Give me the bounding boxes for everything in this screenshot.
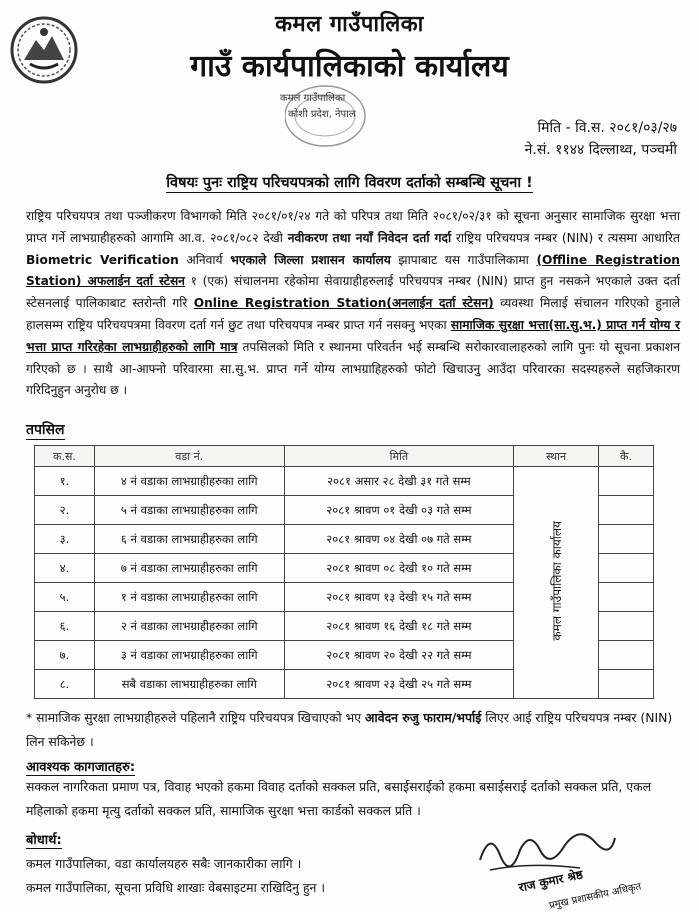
cc-line: कमल गाउँपालिका, सूचना प्रविधि शाखाः वेबसाइटमा राखिदिनु हुन । <box>26 880 326 895</box>
date-cell: २०८१ श्रावण २३ देखी २५ गते सम्म <box>284 670 514 699</box>
date-cell: २०८१ श्रावण २० देखी २२ गते सम्म <box>284 641 514 670</box>
remarks-cell <box>599 554 654 583</box>
table-header-row <box>35 446 654 467</box>
documents-text: सक्कल नागरिकता प्रमाण पत्र, विवाह भएको हकमा विवाह दर्ताको सक्कल प्रति, बसाईसराईको हकमा बसाईसराई दर्ताको सक्कल प्रति, एकल महिलाको हकमा मृत्यु दर्ताको सक्कल प्रति, सामाजिक सुरक्षा भत्ता कार्डको सक्कल प्रति । <box>26 779 652 818</box>
body-bold-underline: सामाजिक सुरक्षा भत्ता(सा.सु.भ.) प्राप्त गर्न योग्य र भत्ता प्राप्त गरिरहेका लाभग्राहीहरुको लागि मात्र <box>26 317 680 354</box>
remarks-cell <box>599 583 654 612</box>
note-bold: आवेदन रुजु फाराम/भर्पाई <box>365 710 482 725</box>
serial-number: २. <box>35 496 95 525</box>
ward-cell: ५ नं वडाका लाभग्राहीहरुका लागि <box>94 496 284 525</box>
body-bold-underline: Online Registration Station(अनलाईन दर्ता स्टेसन) <box>193 296 494 311</box>
ward-cell: २ नं वडाका लाभग्राहीहरुका लागि <box>94 612 284 641</box>
table-row <box>35 467 654 496</box>
documents-heading: आवश्यक कागजातहरु: <box>26 757 135 776</box>
notice-body <box>26 206 680 402</box>
body-bold: नवीकरण तथा नयाँ निवेदन दर्ता गर्दा <box>287 230 452 245</box>
ward-cell: १ नं वडाका लाभग्राहीहरुका लागि <box>94 583 284 612</box>
place-text: कमल गाउँपालिका कार्यालय <box>549 521 564 641</box>
date-vs: मिति - वि.स. २०८१/०३/२७ <box>537 120 677 136</box>
ward-cell: सबै वडाका लाभग्राहीहरुका लागि <box>94 670 284 699</box>
stamp-text: कमल गाउँपालिका <box>280 93 346 104</box>
body-bold: भएकाले जिल्ला प्रशासन कार्यालय <box>230 252 391 267</box>
signatory-name: राज कुमार श्रेष्ठ <box>517 867 585 895</box>
serial-number: ५. <box>35 583 95 612</box>
body-text: राष्ट्रिय परिचयपत्र नम्बर (NIN) र त्यसमा आधारित <box>451 230 680 245</box>
body-text: १ (एक) संचालनमा रहेकोमा सेवाग्राहीहरुलाई परिचयपत्र नम्बर (NIN) प्राप्त हुन नसकने भएकाले उक्त दर्ता स्टेसनलाई पालिकाबाट स्तरोन्ती गरि <box>26 274 680 311</box>
serial-number: १. <box>35 467 95 496</box>
schedule-table <box>34 445 654 699</box>
column-header: कै. <box>599 446 654 467</box>
stamp-text: कोशी प्रदेश, नेपाल <box>288 109 356 120</box>
column-header: मिति <box>284 446 514 467</box>
schedule-heading: तपसिल <box>26 422 65 438</box>
serial-number: ७. <box>35 641 95 670</box>
remarks-cell <box>599 467 654 496</box>
column-header: स्थान <box>514 446 599 467</box>
serial-number: ६. <box>35 612 95 641</box>
ward-cell: ६ नं वडाका लाभग्राहीहरुका लागि <box>94 525 284 554</box>
subject-text: विषयः पुनः राष्ट्रिय परिचयपत्रको लागि विवरण दर्ताको सम्बन्धि सूचना ! <box>166 175 533 191</box>
body-text: तपसिलको मिति र स्थानमा परिवर्तन भई सम्बन्धि सरोकारवालाहरुको लागि पुनः यो सूचना प्रकाशन गरिएको छ । साथै आ-आफ्नो परिवारमा सा.सु.भ. प्राप्त गर्ने योग्य लाभग्राहिहरुको फोटो खिचाउनु आउँदा परिवारका सदस्यहरुले सहजिकारण गरिदिनुहुन अनुरोध छ । <box>26 339 680 398</box>
note-part: लिएर आई राष्ट्रिय परिचयपत्र नम्बर (NIN) लिन सकिनेछ । <box>26 710 673 749</box>
remarks-cell <box>599 670 654 699</box>
cc-heading: बोधार्थ: <box>26 830 62 849</box>
office-title: गाउँ कार्यपालिकाको कार्यालय <box>190 49 509 84</box>
date-cell: २०८१ श्रावण ०१ देखी ०३ गते सम्म <box>284 496 514 525</box>
column-header: क.स. <box>35 446 95 467</box>
body-bold: Biometric Verification <box>26 252 179 267</box>
serial-number: ८. <box>35 670 95 699</box>
body-text: अनिवार्य <box>178 252 231 267</box>
signatory-title: प्रमुख प्रशासकीय अधिकृत <box>548 881 643 912</box>
ward-cell: ७ नं वडाका लाभग्राहीहरुका लागि <box>94 554 284 583</box>
ward-cell: ३ नं वडाका लाभग्राहीहरुका लागि <box>94 641 284 670</box>
place-cell <box>514 467 599 699</box>
date-cell: २०८१ श्रावण ०४ देखी ०७ गते सम्म <box>284 525 514 554</box>
date-ns: ने.सं. ११४४ दिल्लाथ्व, पञ्चमी <box>524 142 677 158</box>
remarks-cell <box>599 612 654 641</box>
note-text <box>26 706 686 754</box>
remarks-cell <box>599 525 654 554</box>
column-header: वडा नं. <box>94 446 284 467</box>
cc-line: कमल गाउँपालिका, वडा कार्यालयहरु सबैः जानकारीका लागि । <box>26 856 302 871</box>
note-part: * सामाजिक सुरक्षा लाभग्राहीहरुले पहिलानै राष्ट्रिय परिचयपत्र खिचाएको भए <box>26 710 366 725</box>
body-bold-underline: (Offline Registration Station) अफलाईन दर्ता स्टेसन <box>26 252 680 289</box>
date-cell: २०८१ श्रावण १६ देखी १८ गते सम्म <box>284 612 514 641</box>
body-text: झापाबाट यस गाउँपालिकामा <box>390 252 537 267</box>
signature-icon <box>470 820 620 880</box>
serial-number: ३. <box>35 525 95 554</box>
date-cell: २०८१ श्रावण ०८ देखी १० गते सम्म <box>284 554 514 583</box>
body-text: राष्ट्रिय परिचयपत्र तथा पञ्जीकरण विभागको मिति २०८१/०१/२४ गते को परिपत्र तथा मिति २०८१/०२/३१ को सूचना अनुसार सामाजिक सुरक्षा भत्ता प्राप्त गर्ने लाभग्राहीहरुको आगामि आ.व. २०८१/०८२ देखी <box>26 209 680 245</box>
serial-number: ४. <box>35 554 95 583</box>
remarks-cell <box>599 496 654 525</box>
date-cell: २०८१ असार २८ देखी ३१ गते सम्म <box>284 467 514 496</box>
remarks-cell <box>599 641 654 670</box>
body-text: व्यवस्था मिलाई संचालन गरिएको हुनाले हालसम्म राष्ट्रिय परिचयपत्रमा विवरण दर्ता गर्न छुट तथा परिचयपत्र नम्बर प्राप्त गर्न नसक्नु भएका <box>26 296 681 332</box>
office-name: कमल गाउँपालिका <box>275 12 424 37</box>
date-cell: २०८१ श्रावण १३ देखी १५ गते सम्म <box>284 583 514 612</box>
subject-line <box>0 172 699 192</box>
ward-cell: ४ नं वडाका लाभग्राहीहरुका लागि <box>94 467 284 496</box>
